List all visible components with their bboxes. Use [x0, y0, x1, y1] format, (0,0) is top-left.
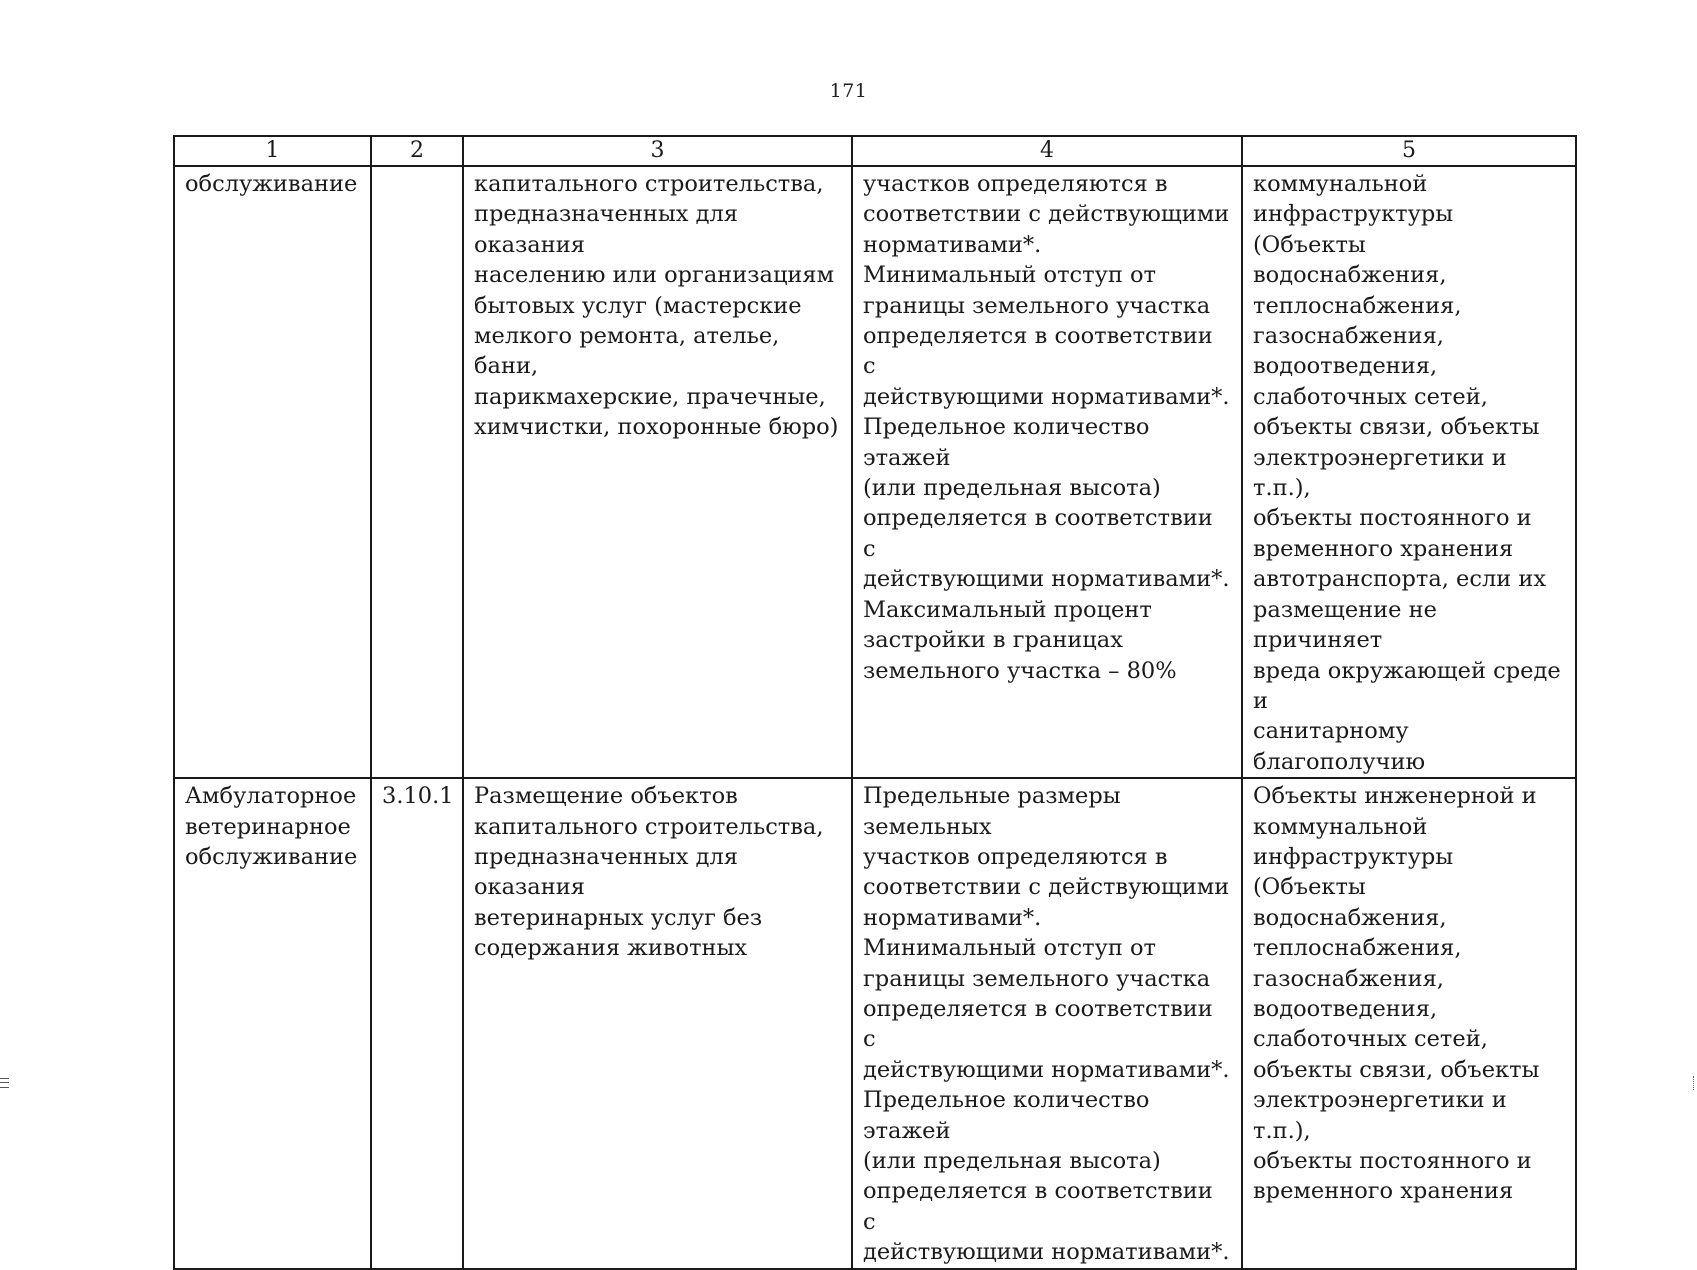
scan-edge-mark [1693, 1076, 1697, 1090]
use-type-description: капитального строительства, предназначенных для оказания населению или организациям бытовых услуг (мастерские мелкого ремонта, ателье, бани, парикмахерские, прачечные, химчистки, похоронные бюро) [463, 166, 852, 778]
table-row [174, 778, 1576, 1269]
header-col-1: 1 [174, 136, 371, 166]
regulations-table [173, 135, 1577, 1270]
header-col-4: 4 [852, 136, 1242, 166]
header-col-2: 2 [371, 136, 463, 166]
table-header-row [174, 136, 1576, 166]
auxiliary-uses: Объекты инженерной и коммунальной инфраструктуры (Объекты водоснабжения, теплоснабжения, газоснабжения, водоотведения, слаботочных сетей, объекты связи, объекты электроэнергетики и т.п.), объекты постоянного и временного хранения [1242, 778, 1576, 1269]
table-row [174, 166, 1576, 778]
use-type-code: 3.10.1 [371, 778, 463, 1269]
auxiliary-uses: коммунальной инфраструктуры (Объекты водоснабжения, теплоснабжения, газоснабжения, водоотведения, слаботочных сетей, объекты связи, объекты электроэнергетики и т.п.), объекты постоянного и временного хранения автотранспорта, если их размещение не причиняет вреда окружающей среде и санитарному благополучию [1242, 166, 1576, 778]
header-col-3: 3 [463, 136, 852, 166]
scan-edge-mark [0, 1078, 9, 1088]
use-type-description: Размещение объектов капитального строительства, предназначенных для оказания ветеринарных услуг без содержания животных [463, 778, 852, 1269]
use-type-code [371, 166, 463, 778]
use-type-name: Амбулаторное ветеринарное обслуживание [174, 778, 371, 1269]
use-type-name: обслуживание [174, 166, 371, 778]
header-col-5: 5 [1242, 136, 1576, 166]
page-number: 171 [829, 80, 868, 102]
construction-parameters: Предельные размеры земельных участков определяются в соответствии с действующими нормативами*. Минимальный отступ от границы земельного участка определяется в соответствии с действующими нормативами*. Предельное количество этажей (или предельная высота) определяется в соответствии с действующими нормативами*. [852, 778, 1242, 1269]
construction-parameters: участков определяются в соответствии с действующими нормативами*. Минимальный отступ от границы земельного участка определяется в соответствии с действующими нормативами*. Предельное количество этажей (или предельная высота) определяется в соответствии с действующими нормативами*. Максимальный процент застройки в границах земельного участка – 80% [852, 166, 1242, 778]
